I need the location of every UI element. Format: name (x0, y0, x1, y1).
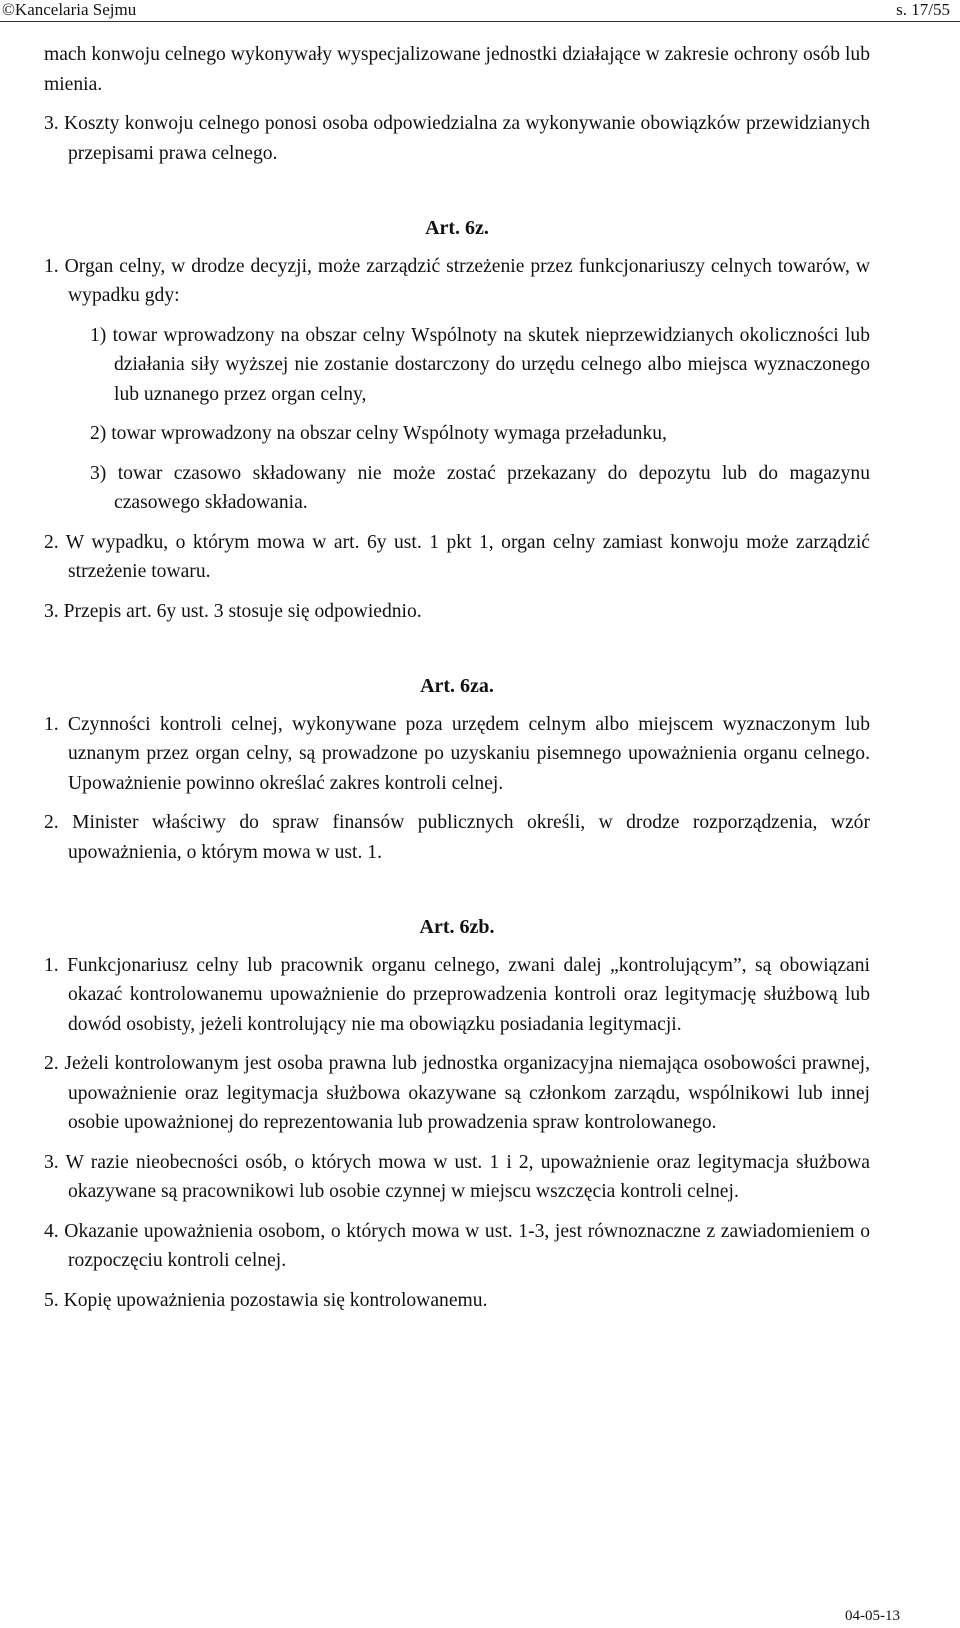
art6z-item-1: 1) towar wprowadzony na obszar celny Wspólnoty na skutek nieprzewidzianych okoliczności lub działania siły wyższej nie zostanie dostarczony do urzędu celnego albo miejsca wyznaczonego lub uznanego przez organ celny, (90, 324, 870, 405)
art6za-paragraph-2: 2. Minister właściwy do spraw finansów publicznych określi, w drodze rozporządzenia, wzór upoważnienia, o którym mowa w ust. 1. (44, 812, 870, 863)
art6z-paragraph-1: 1. Organ celny, w drodze decyzji, może zarządzić strzeżenie przez funkcjonariuszy celnych towarów, w wypadku gdy: (44, 255, 870, 306)
footer-date: 04-05-13 (845, 1608, 900, 1624)
art6zb-paragraph-1: 1. Funkcjonariusz celny lub pracownik organu celnego, zwani dalej „kontrolującym”, są obowiązani okazać kontrolowanemu upoważnienie do przeprowadzenia kontroli oraz legitymację służbową lub dowód osobisty, jeżeli kontrolujący nie ma obowiązku posiadania legitymacji. (44, 954, 870, 1035)
document-body (44, 40, 870, 1325)
art6zb-paragraph-3: 3. W razie nieobecności osób, o których mowa w ust. 1 i 2, upoważnienie oraz legitymacja służbowa okazywane są pracownikowi lub osobie czynnej w miejscu wszczęcia kontroli celnej. (44, 1151, 870, 1202)
page-number: s. 17/55 (896, 0, 950, 19)
article-title-6z: Art. 6z. (425, 217, 489, 239)
art6z-item-2: 2) towar wprowadzony na obszar celny Wspólnoty wymaga przeładunku, (90, 423, 667, 444)
article-title-6zb: Art. 6zb. (419, 916, 495, 938)
header-rule (0, 21, 960, 22)
page-header (0, 0, 960, 22)
art6z-item-3: 3) towar czasowo składowany nie może zostać przekazany do depozytu lub do magazynu czasowego składowania. (90, 462, 870, 513)
article-title-6za: Art. 6za. (420, 675, 494, 697)
art6za-paragraph-1: 1. Czynności kontroli celnej, wykonywane poza urzędem celnym albo miejscem wyznaczonym lub uznanym przez organ celny, są prowadzone po uzyskaniu pisemnego upoważnienia organu celnego. Upoważnienie powinno określać zakres kontroli celnej. (44, 713, 870, 794)
paragraph-3: 3. Koszty konwoju celnego ponosi osoba odpowiedzialna za wykonywanie obowiązków przewidzianych przepisami prawa celnego. (44, 113, 870, 164)
publisher-label: ©Kancelaria Sejmu (2, 0, 137, 19)
art6zb-paragraph-2: 2. Jeżeli kontrolowanym jest osoba prawna lub jednostka organizacyjna niemająca osobowości prawnej, upoważnienie oraz legitymacja służbowa okazywane są członkom zarządu, wspólnikowi lub innej osobie upoważnionej do reprezentowania lub prowadzenia spraw kontrolowanego. (44, 1053, 870, 1133)
art6z-paragraph-2: 2. W wypadku, o którym mowa w art. 6y ust. 1 pkt 1, organ celny zamiast konwoju może zarządzić strzeżenie towaru. (44, 531, 870, 582)
art6zb-paragraph-5: 5. Kopię upoważnienia pozostawia się kontrolowanemu. (44, 1289, 488, 1311)
art6z-paragraph-3: 3. Przepis art. 6y ust. 3 stosuje się odpowiednio. (44, 600, 422, 622)
art6zb-paragraph-4: 4. Okazanie upoważnienia osobom, o których mowa w ust. 1-3, jest równoznaczne z zawiadomieniem o rozpoczęciu kontroli celnej. (44, 1220, 870, 1271)
continuation-paragraph: mach konwoju celnego wykonywały wyspecjalizowane jednostki działające w zakresie ochrony osób lub mienia. (44, 44, 870, 95)
